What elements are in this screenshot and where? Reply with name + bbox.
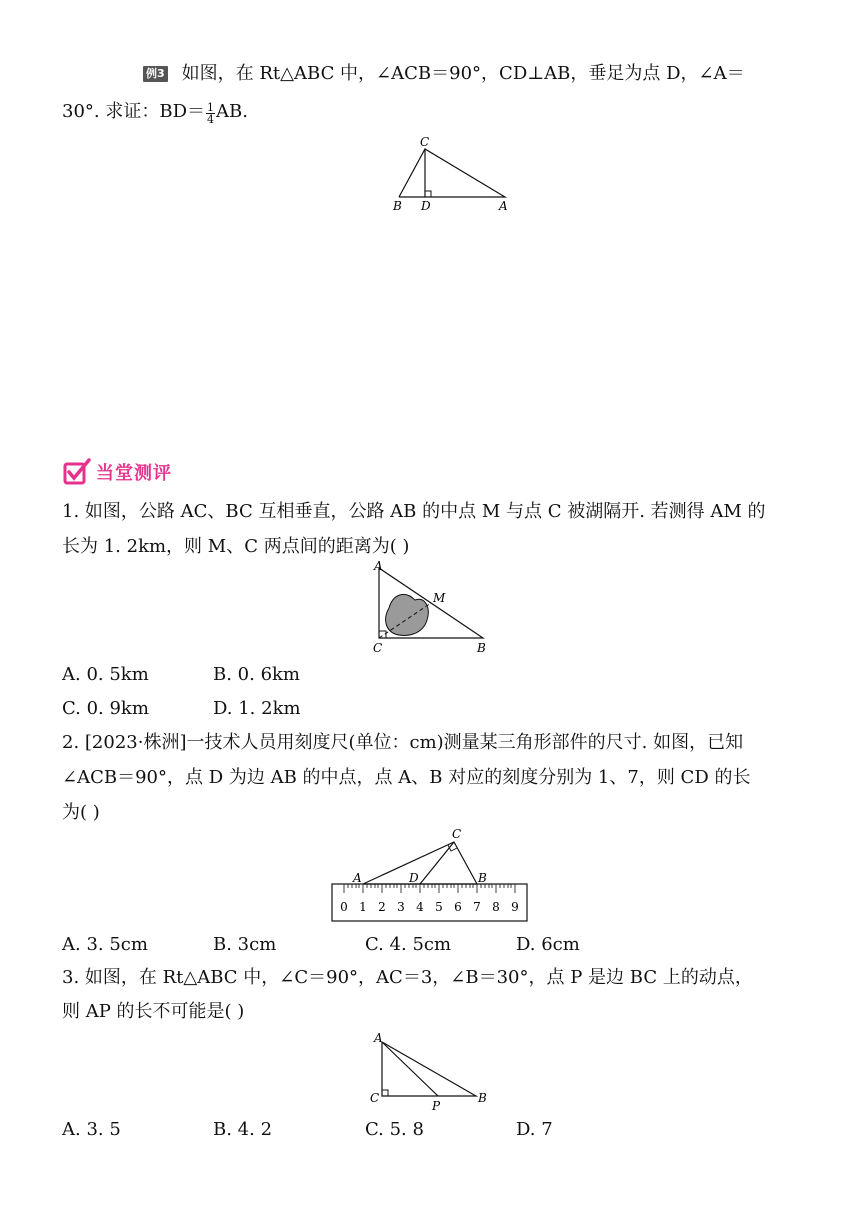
ruler-ticks [344, 884, 515, 893]
q2-option-b[interactable]: B. 3cm [213, 934, 277, 955]
check-box-icon [62, 457, 92, 487]
ruler-label-5: 5 [435, 900, 443, 914]
example-text-2-pre: 30°. 求证：BD＝ [62, 101, 206, 122]
fraction [206, 102, 215, 125]
q2-option-c[interactable]: C. 4. 5cm [365, 934, 452, 955]
q3-option-a[interactable]: A. 3. 5 [62, 1119, 121, 1140]
q1-line-2: 长为 1. 2km，则 M、C 两点间的距离为( ) [62, 536, 410, 557]
q3-option-c[interactable]: C. 5. 8 [365, 1119, 424, 1140]
q2-figure [328, 825, 532, 925]
q3-label-b: B [478, 1091, 487, 1105]
q1-label-c: C [373, 641, 383, 655]
section-header [62, 455, 172, 489]
fraction-denominator: 4 [207, 113, 215, 126]
q2-line-1: 2. [2023·株洲]一技术人员用刻度尺(单位：cm)测量某三角形部件的尺寸. 如图，已知 [62, 732, 744, 753]
q1-option-b[interactable]: B. 0. 6km [213, 664, 300, 685]
label-c: C [420, 135, 430, 149]
ruler-label-3: 3 [397, 900, 405, 914]
label-a: A [499, 199, 508, 213]
q1-label-b: B [477, 641, 486, 655]
q3-label-a: A [374, 1031, 383, 1045]
q1-label-m: M [433, 591, 446, 605]
ruler-label-1: 1 [359, 900, 367, 914]
ruler-label-9: 9 [511, 900, 519, 914]
ruler-label-8: 8 [492, 900, 500, 914]
q1-line-1: 1. 如图，公路 AC、BC 互相垂直，公路 AB 的中点 M 与点 C 被湖隔开. 若测得 AM 的 [62, 501, 766, 522]
example-badge: 例3 [143, 66, 168, 82]
section-title: 当堂测评 [96, 463, 172, 484]
ruler-label-0: 0 [340, 900, 348, 914]
example-line-2 [62, 100, 248, 125]
label-b: B [393, 199, 402, 213]
q2-label-d: D [409, 871, 419, 885]
ruler-label-4: 4 [416, 900, 424, 914]
q1-label-a: A [374, 560, 383, 573]
q1-figure [365, 560, 495, 660]
ruler-label-6: 6 [454, 900, 462, 914]
example-line-1 [143, 62, 745, 86]
q3-option-b[interactable]: B. 4. 2 [213, 1119, 273, 1140]
q2-option-a[interactable]: A. 3. 5cm [62, 934, 148, 955]
q3-label-c: C [370, 1091, 380, 1105]
q2-label-b: B [478, 871, 487, 885]
example-figure [385, 135, 515, 215]
fraction-numerator: 1 [207, 101, 215, 114]
q3-line-1: 3. 如图，在 Rt△ABC 中，∠C＝90°，AC＝3，∠B＝30°，点 P 是边 BC 上的动点， [62, 967, 753, 988]
q2-label-c: C [452, 827, 462, 841]
q2-line-2: ∠ACB＝90°，点 D 为边 AB 的中点，点 A、B 对应的刻度分别为 1、7，则 CD 的长 [62, 767, 751, 788]
q1-option-c[interactable]: C. 0. 9km [62, 698, 149, 719]
example-text-2-post: AB. [216, 101, 248, 122]
ruler-label-2: 2 [378, 900, 386, 914]
q3-label-p: P [432, 1099, 441, 1112]
q1-option-d[interactable]: D. 1. 2km [213, 698, 301, 719]
example-text-1: 如图，在 Rt△ABC 中，∠ACB＝90°，CD⊥AB，垂足为点 D，∠A＝ [181, 63, 745, 84]
label-d: D [421, 199, 431, 213]
q2-label-a: A [353, 871, 362, 885]
q3-option-d[interactable]: D. 7 [516, 1119, 553, 1140]
q3-line-2: 则 AP 的长不可能是( ) [62, 1001, 245, 1022]
q2-line-3: 为( ) [62, 802, 100, 823]
q3-figure [366, 1030, 496, 1112]
q1-option-a[interactable]: A. 0. 5km [62, 664, 149, 685]
ruler-label-7: 7 [473, 900, 481, 914]
q2-option-d[interactable]: D. 6cm [516, 934, 580, 955]
